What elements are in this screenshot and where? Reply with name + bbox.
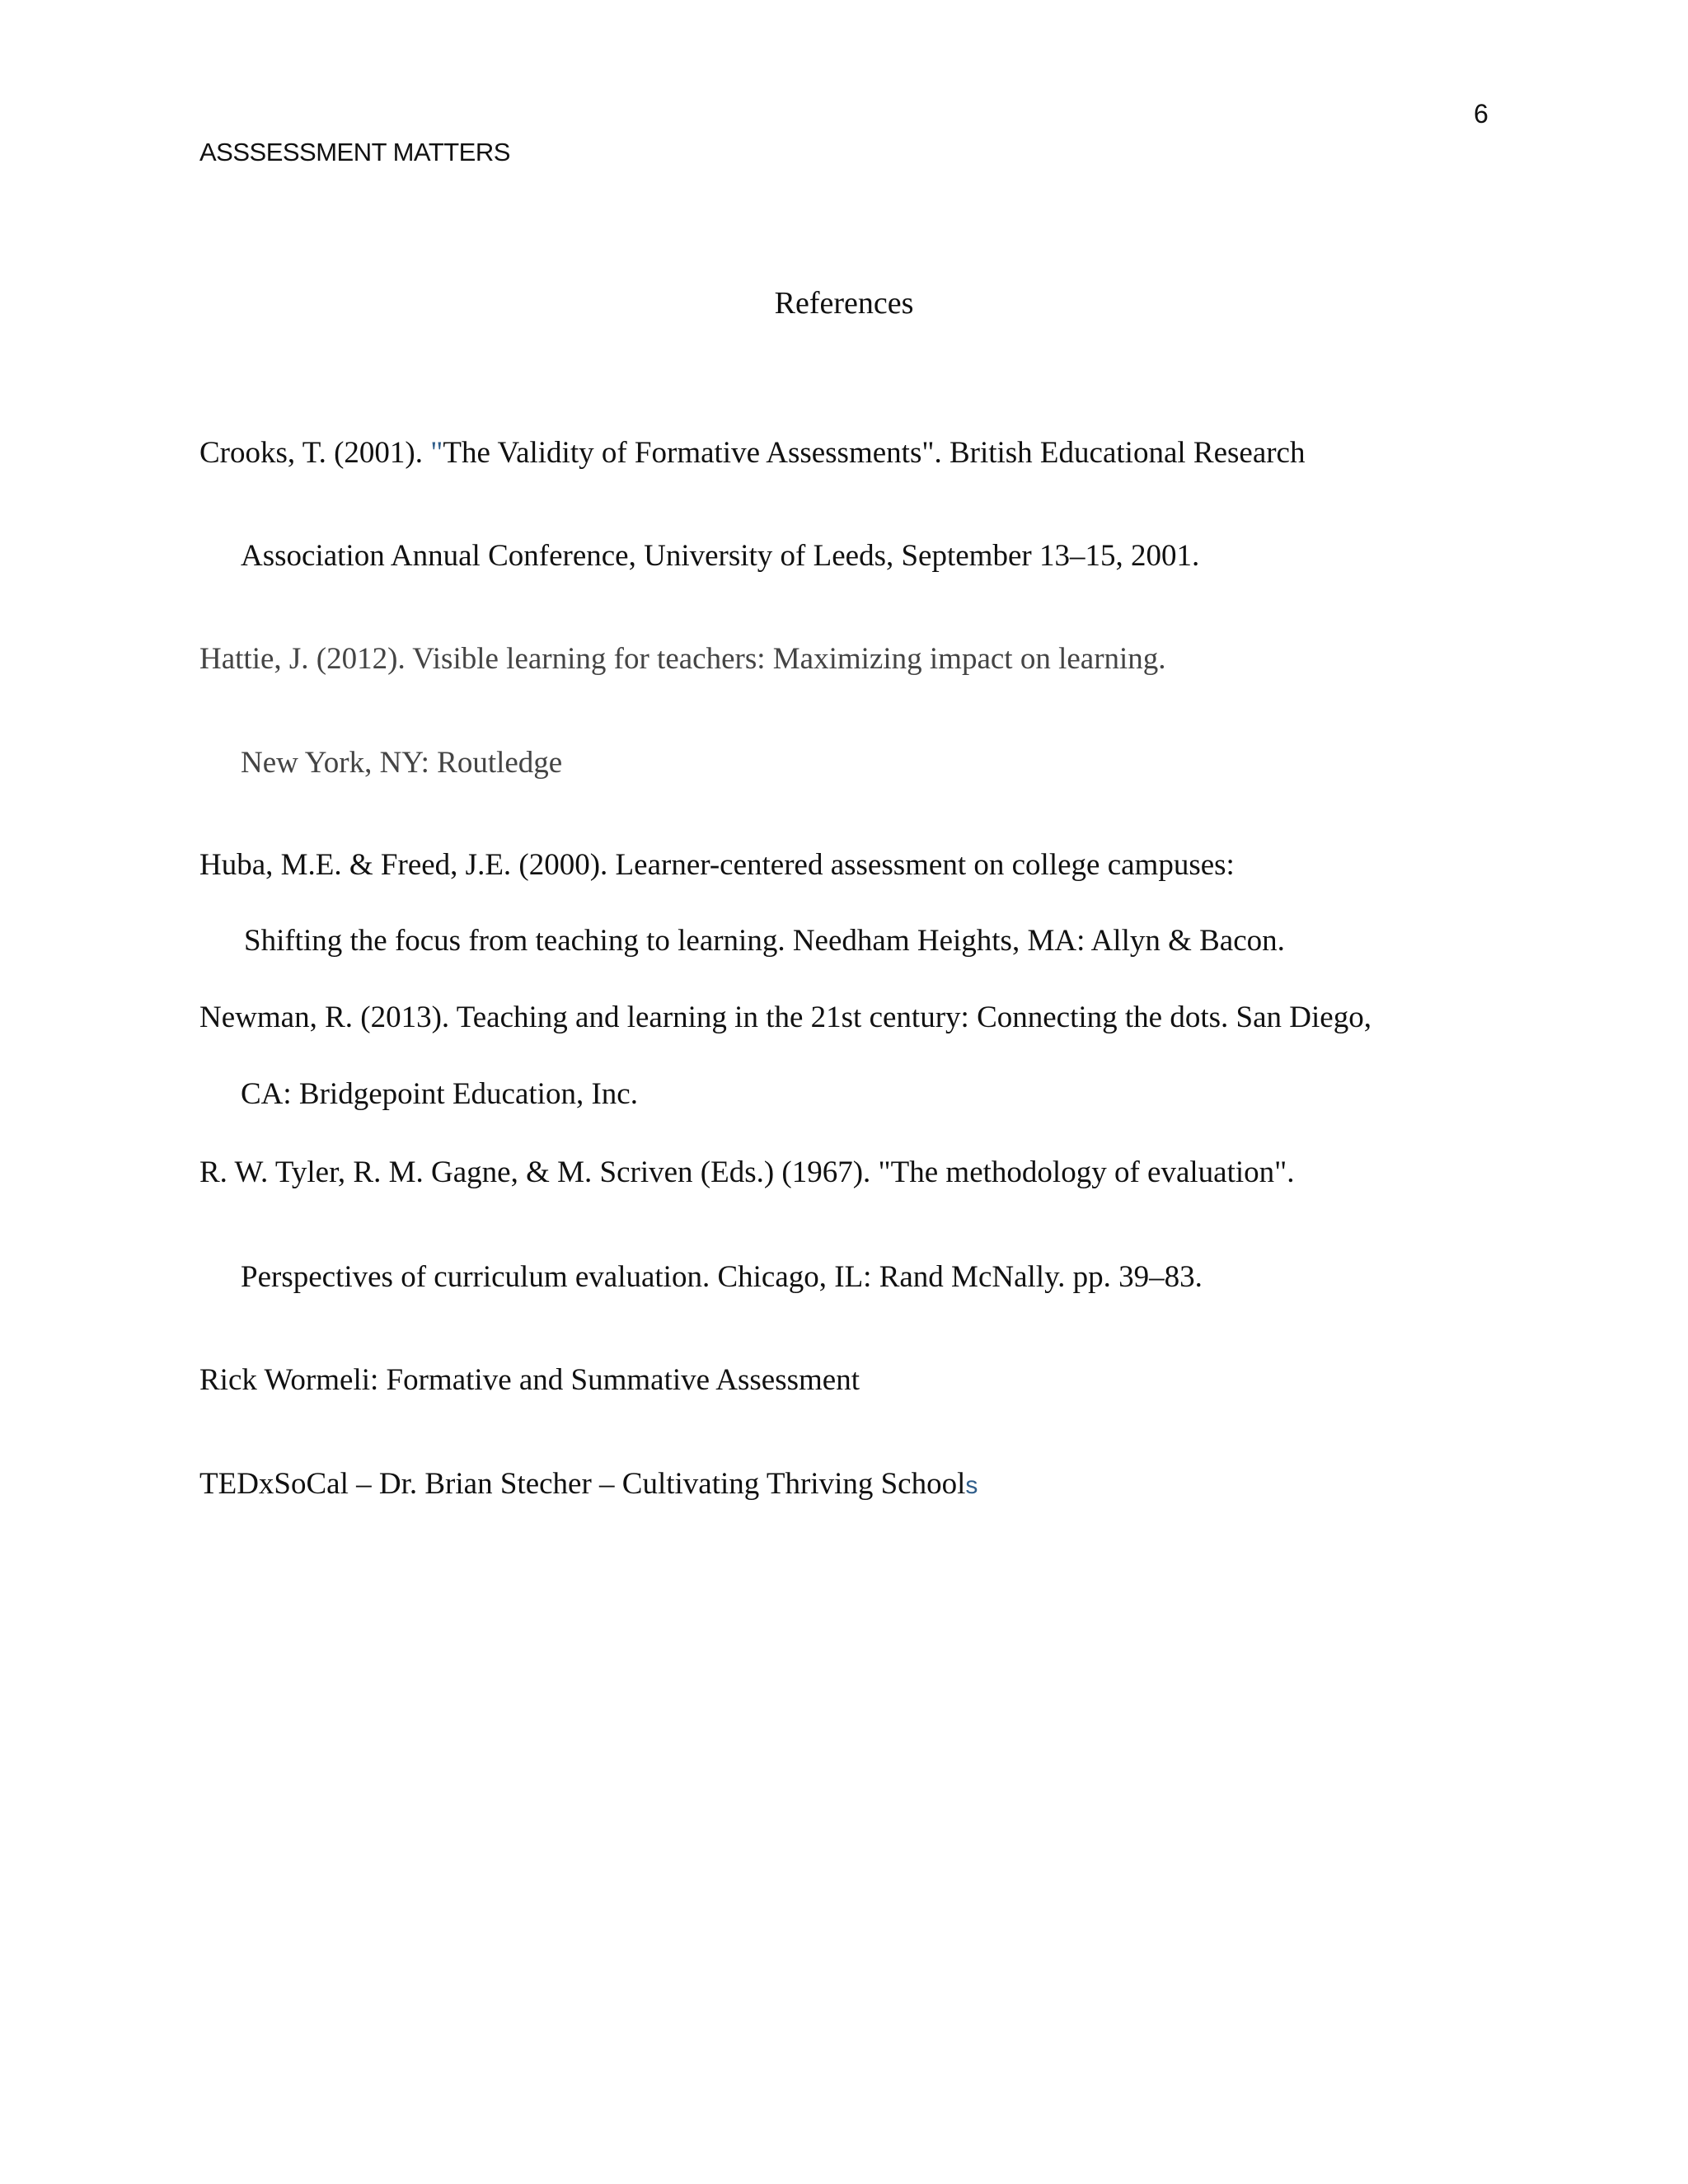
reference-huba-line-2: Shifting the focus from teaching to learning. Needham Heights, MA: Allyn & Bacon. — [244, 924, 1285, 958]
reference-text-suffix: s — [965, 1472, 978, 1499]
reference-crooks-line-1 — [199, 434, 1305, 472]
quote-mark: " — [430, 436, 443, 470]
reference-newman-line-2: CA: Bridgepoint Education, Inc. — [241, 1077, 638, 1111]
reference-tyler-line-1: R. W. Tyler, R. M. Gagne, & M. Scriven (Eds.) (1967). "The methodology of evaluation". — [199, 1155, 1295, 1189]
reference-wormeli-line-1: Rick Wormeli: Formative and Summative Assessment — [199, 1363, 860, 1397]
reference-hattie-line-2: New York, NY: Routledge — [241, 746, 563, 780]
reference-crooks-line-2: Association Annual Conference, University of Leeds, September 13–15, 2001. — [241, 539, 1200, 573]
reference-text: TEDxSoCal – Dr. Brian Stecher – Cultivating Thriving School — [199, 1467, 966, 1501]
reference-huba-line-1: Huba, M.E. & Freed, J.E. (2000). Learner-centered assessment on college campuses: — [199, 848, 1235, 882]
running-head: ASSSESSMENT MATTERS — [199, 138, 510, 166]
reference-text: Crooks, T. (2001). — [199, 436, 431, 470]
reference-newman-line-1: Newman, R. (2013). Teaching and learning in the 21st century: Connecting the dots. San Diego, — [199, 1001, 1372, 1034]
reference-tedx-line-1 — [199, 1465, 978, 1505]
reference-tyler-line-2: Perspectives of curriculum evaluation. Chicago, IL: Rand McNally. pp. 39–83. — [241, 1260, 1203, 1294]
references-heading: References — [774, 286, 914, 321]
reference-text: The Validity of Formative Assessments". British Educational Research — [443, 436, 1306, 470]
reference-hattie-line-1: Hattie, J. (2012). Visible learning for teachers: Maximizing impact on learning. — [199, 642, 1166, 676]
page-number: 6 — [1474, 99, 1489, 129]
